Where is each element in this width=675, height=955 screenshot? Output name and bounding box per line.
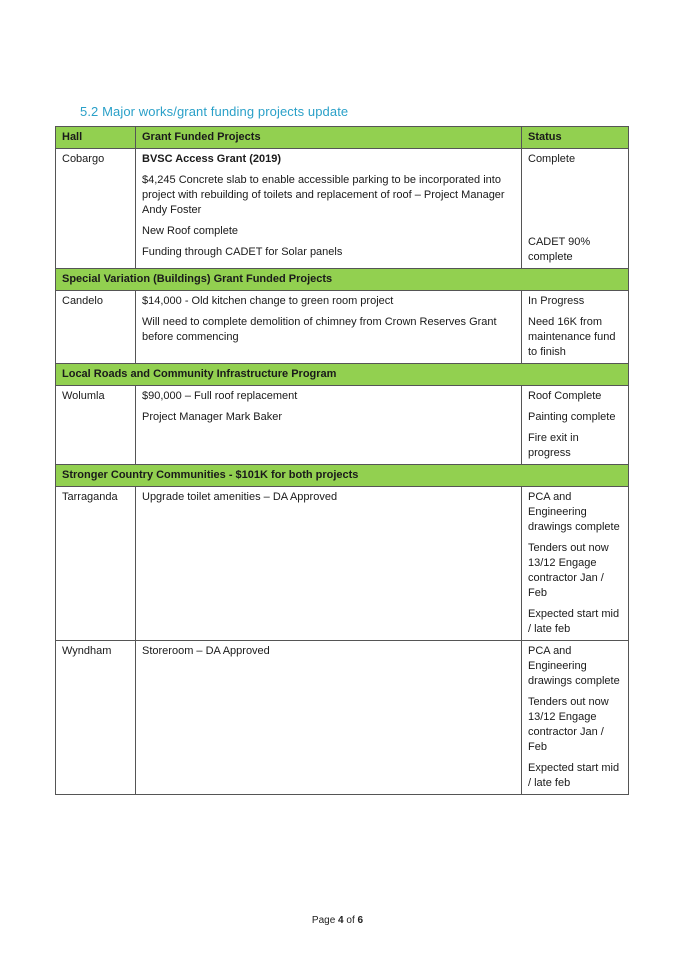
status-line: Painting complete xyxy=(528,411,616,423)
current-page: 4 xyxy=(338,915,344,926)
status-line: PCA and Engineering drawings complete xyxy=(528,645,620,687)
section-row xyxy=(56,269,629,291)
status-line: Complete xyxy=(528,153,576,165)
project-status xyxy=(522,487,629,641)
hall-name: Wolumla xyxy=(56,386,136,465)
status-line: PCA and Engineering drawings complete xyxy=(528,491,620,533)
project-line: New Roof complete xyxy=(142,225,238,237)
project-line: Upgrade toilet amenities – DA Approved xyxy=(142,491,338,503)
header-status: Status xyxy=(522,127,629,149)
of-word: of xyxy=(346,915,355,926)
project-line: Will need to complete demolition of chimney from Crown Reserves Grant before commencing xyxy=(142,316,497,343)
project-line: $4,245 Concrete slab to enable accessible parking to be incorporated into project with rebuilding of toilets and replacement of roof – Project Manager Andy Foster xyxy=(142,174,505,216)
project-line: Project Manager Mark Baker xyxy=(142,411,282,423)
status-line: Need 16K from maintenance fund to finish xyxy=(528,316,616,358)
status-line: In Progress xyxy=(528,295,585,307)
project-status xyxy=(522,386,629,465)
project-details xyxy=(136,641,522,795)
project-title: BVSC Access Grant (2019) xyxy=(142,153,281,165)
header-projects: Grant Funded Projects xyxy=(136,127,522,149)
section-row xyxy=(56,364,629,386)
project-status xyxy=(522,641,629,795)
project-line: $90,000 – Full roof replacement xyxy=(142,390,298,402)
table-row xyxy=(56,149,629,269)
project-details xyxy=(136,291,522,364)
project-status xyxy=(522,149,629,269)
status-line: Tenders out now 13/12 Engage contractor Jan / Feb xyxy=(528,542,609,599)
grant-projects-table xyxy=(55,126,629,795)
section-heading: 5.2 Major works/grant funding projects update xyxy=(80,104,349,119)
section-title: Stronger Country Communities - $101K for both projects xyxy=(56,465,629,487)
status-line: Expected start mid / late feb xyxy=(528,608,620,635)
project-line: $14,000 - Old kitchen change to green room project xyxy=(142,295,394,307)
project-details xyxy=(136,386,522,465)
table-row xyxy=(56,386,629,465)
table-row xyxy=(56,291,629,364)
hall-name: Tarraganda xyxy=(56,487,136,641)
section-row xyxy=(56,465,629,487)
status-line: Roof Complete xyxy=(528,390,602,402)
section-title: Local Roads and Community Infrastructure Program xyxy=(56,364,629,386)
header-hall: Hall xyxy=(56,127,136,149)
section-title: Special Variation (Buildings) Grant Funded Projects xyxy=(56,269,629,291)
total-pages: 6 xyxy=(357,915,364,926)
project-line: Storeroom – DA Approved xyxy=(142,645,270,657)
status-line: Fire exit in progress xyxy=(528,432,579,459)
status-line: CADET 90% complete xyxy=(528,236,591,263)
hall-name: Cobargo xyxy=(56,149,136,269)
hall-name: Wyndham xyxy=(56,641,136,795)
project-details xyxy=(136,487,522,641)
project-status xyxy=(522,291,629,364)
page-word: Page xyxy=(311,915,336,926)
hall-name: Candelo xyxy=(56,291,136,364)
project-line: Funding through CADET for Solar panels xyxy=(142,246,343,258)
table-row xyxy=(56,641,629,795)
table-header-row xyxy=(56,127,629,149)
status-line: Expected start mid / late feb xyxy=(528,762,620,789)
project-details xyxy=(136,149,522,269)
table-row xyxy=(56,487,629,641)
page-footer xyxy=(0,915,675,926)
status-line: Tenders out now 13/12 Engage contractor Jan / Feb xyxy=(528,696,609,753)
